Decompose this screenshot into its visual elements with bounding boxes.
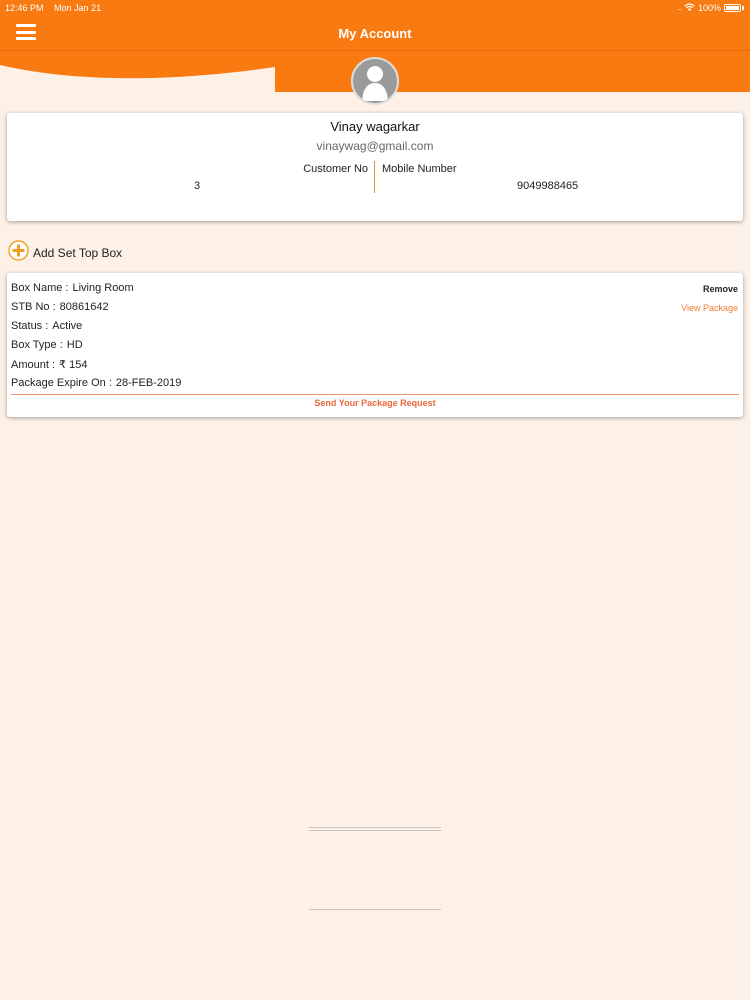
box-type-label: Box Type : — [11, 339, 63, 351]
profile-divider — [374, 161, 375, 193]
profile-name: Vinay wagarkar — [330, 119, 420, 134]
wifi-icon — [684, 3, 695, 13]
stb-no-label: STB No : — [11, 301, 56, 313]
divider-line — [309, 827, 441, 828]
package-expire-row — [11, 377, 181, 389]
status-date: Mon Jan 21 — [54, 3, 102, 13]
package-expire-value: 28-FEB-2019 — [115, 377, 182, 389]
status-row — [11, 320, 82, 332]
remove-button[interactable]: Remove — [702, 284, 738, 294]
page-title: My Account — [338, 26, 412, 41]
package-expire-label: Package Expire On : — [11, 377, 112, 389]
battery-icon — [724, 4, 741, 12]
add-set-top-box-button[interactable] — [8, 242, 122, 263]
box-name-row — [11, 282, 134, 294]
send-package-request-button[interactable]: Send Your Package Request — [314, 398, 436, 408]
divider-line — [309, 830, 441, 831]
set-top-box-card — [7, 273, 743, 417]
user-avatar-icon — [351, 57, 399, 105]
amount-value: ₹ 154 — [59, 359, 88, 371]
amount-row — [11, 358, 87, 371]
signal-icon: .... — [677, 4, 681, 12]
amount-label: Amount : — [11, 359, 56, 371]
battery-tip — [742, 6, 744, 10]
box-type-row — [11, 339, 83, 351]
view-package-button[interactable]: View Package — [681, 303, 738, 313]
mobile-number-value: 9049988465 — [517, 180, 579, 192]
add-set-top-box-label: Add Set Top Box — [33, 245, 123, 260]
status-value: Active — [52, 320, 83, 332]
customer-no-label: Customer No — [303, 163, 368, 175]
status-label: Status : — [11, 320, 49, 332]
box-type-value: HD — [66, 339, 83, 351]
battery-percent: 100% — [697, 3, 721, 13]
status-bar — [0, 0, 750, 16]
box-name-label: Box Name : — [11, 282, 69, 294]
nav-bar — [0, 16, 750, 51]
box-name-value: Living Room — [72, 282, 134, 294]
stb-no-value: 80861642 — [59, 301, 109, 313]
mobile-number-label: Mobile Number — [382, 163, 457, 175]
status-time: 12:46 PM — [5, 3, 44, 13]
stb-no-row — [11, 301, 109, 313]
profile-email: vinaywag@gmail.com — [316, 139, 434, 153]
customer-no-value: 3 — [194, 180, 201, 192]
divider-line — [309, 909, 441, 910]
profile-card — [7, 113, 743, 221]
plus-circle-icon[interactable] — [8, 240, 29, 266]
card-divider — [11, 394, 739, 395]
